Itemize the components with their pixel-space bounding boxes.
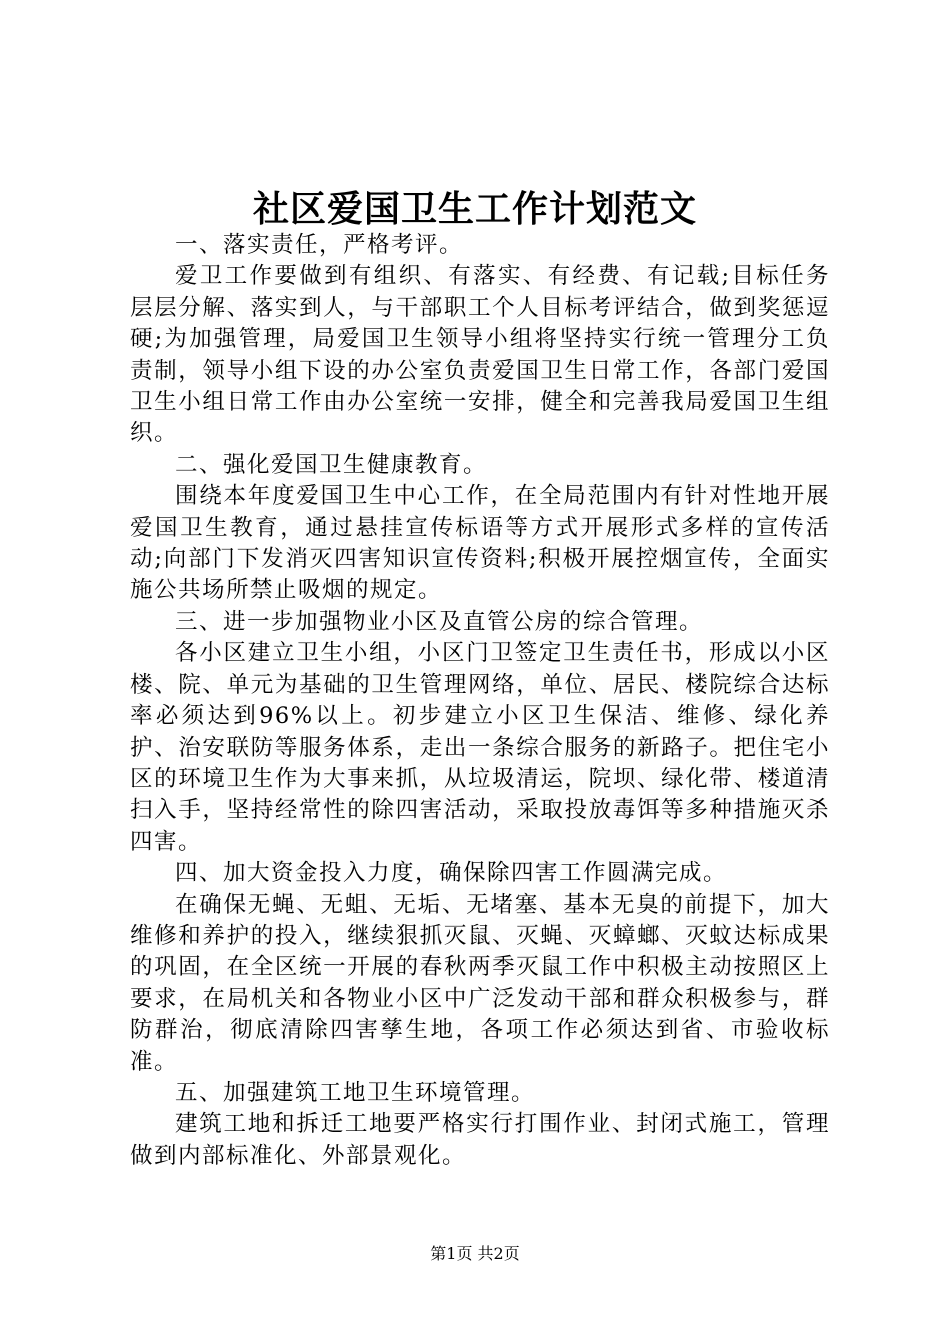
section-heading-5: 五、加强建筑工地卫生环境管理。 (175, 1079, 536, 1106)
document-title: 社区爱国卫生工作计划范文 (252, 188, 697, 230)
page-number-footer: 第1页 共2页 (430, 1244, 520, 1263)
section-paragraph-3: 各小区建立卫生小组，小区门卫签定卫生责任书，形成以小区楼、院、单元为基础的卫生管理网络，单位、居民、楼院综合达标率必须达到96%以上。初步建立小区卫生保洁、维修、绿化养护、治安联防等服务体系，走出一条综合服务的新路子。把住宅小区的环境卫生作为大事来抓，从垃圾清运，院坝、绿化带、楼道清扫入手，坚持经常性的除四害活动，采取投放毒饵等多种措施灭杀四害。 (130, 640, 830, 855)
section-paragraph-4: 在确保无蝇、无蛆、无垢、无堵塞、基本无臭的前提下，加大维修和养护的投入，继续狠抓灭鼠、灭蝇、灭蟑螂、灭蚊达标成果的巩固，在全区统一开展的春秋两季灭鼠工作中积极主动按照区上要求，在局机关和各物业小区中广泛发动干部和群众积极参与，群防群治，彻底清除四害孳生地，各项工作必须达到省、市验收标准。 (130, 891, 830, 1075)
section-paragraph-1: 爱卫工作要做到有组织、有落实、有经费、有记载;目标任务层层分解、落实到人，与干部职工个人目标考评结合，做到奖惩逗硬;为加强管理，局爱国卫生领导小组将坚持实行统一管理分工负责制，领导小组下设的办公室负责爱国卫生日常工作，各部门爱国卫生小组日常工作由办公室统一安排，健全和完善我局爱国卫生组织。 (130, 263, 830, 447)
section-heading-3: 三、进一步加强物业小区及直管公房的综合管理。 (175, 608, 704, 635)
section-paragraph-2: 围绕本年度爱国卫生中心工作，在全局范围内有针对性地开展爱国卫生教育，通过悬挂宣传标语等方式开展形式多样的宣传活动;向部门下发消灭四害知识宣传资料;积极开展控烟宣传，全面实施公共场所禁止吸烟的规定。 (130, 483, 830, 604)
section-heading-1: 一、落实责任，严格考评。 (175, 232, 464, 258)
document-body (130, 230, 830, 1172)
section-paragraph-5: 建筑工地和拆迁工地要严格实行打围作业、封闭式施工，管理做到内部标准化、外部景观化。 (130, 1111, 830, 1169)
section-heading-2: 二、强化爱国卫生健康教育。 (175, 451, 488, 478)
section-heading-4: 四、加大资金投入力度，确保除四害工作圆满完成。 (175, 860, 728, 887)
